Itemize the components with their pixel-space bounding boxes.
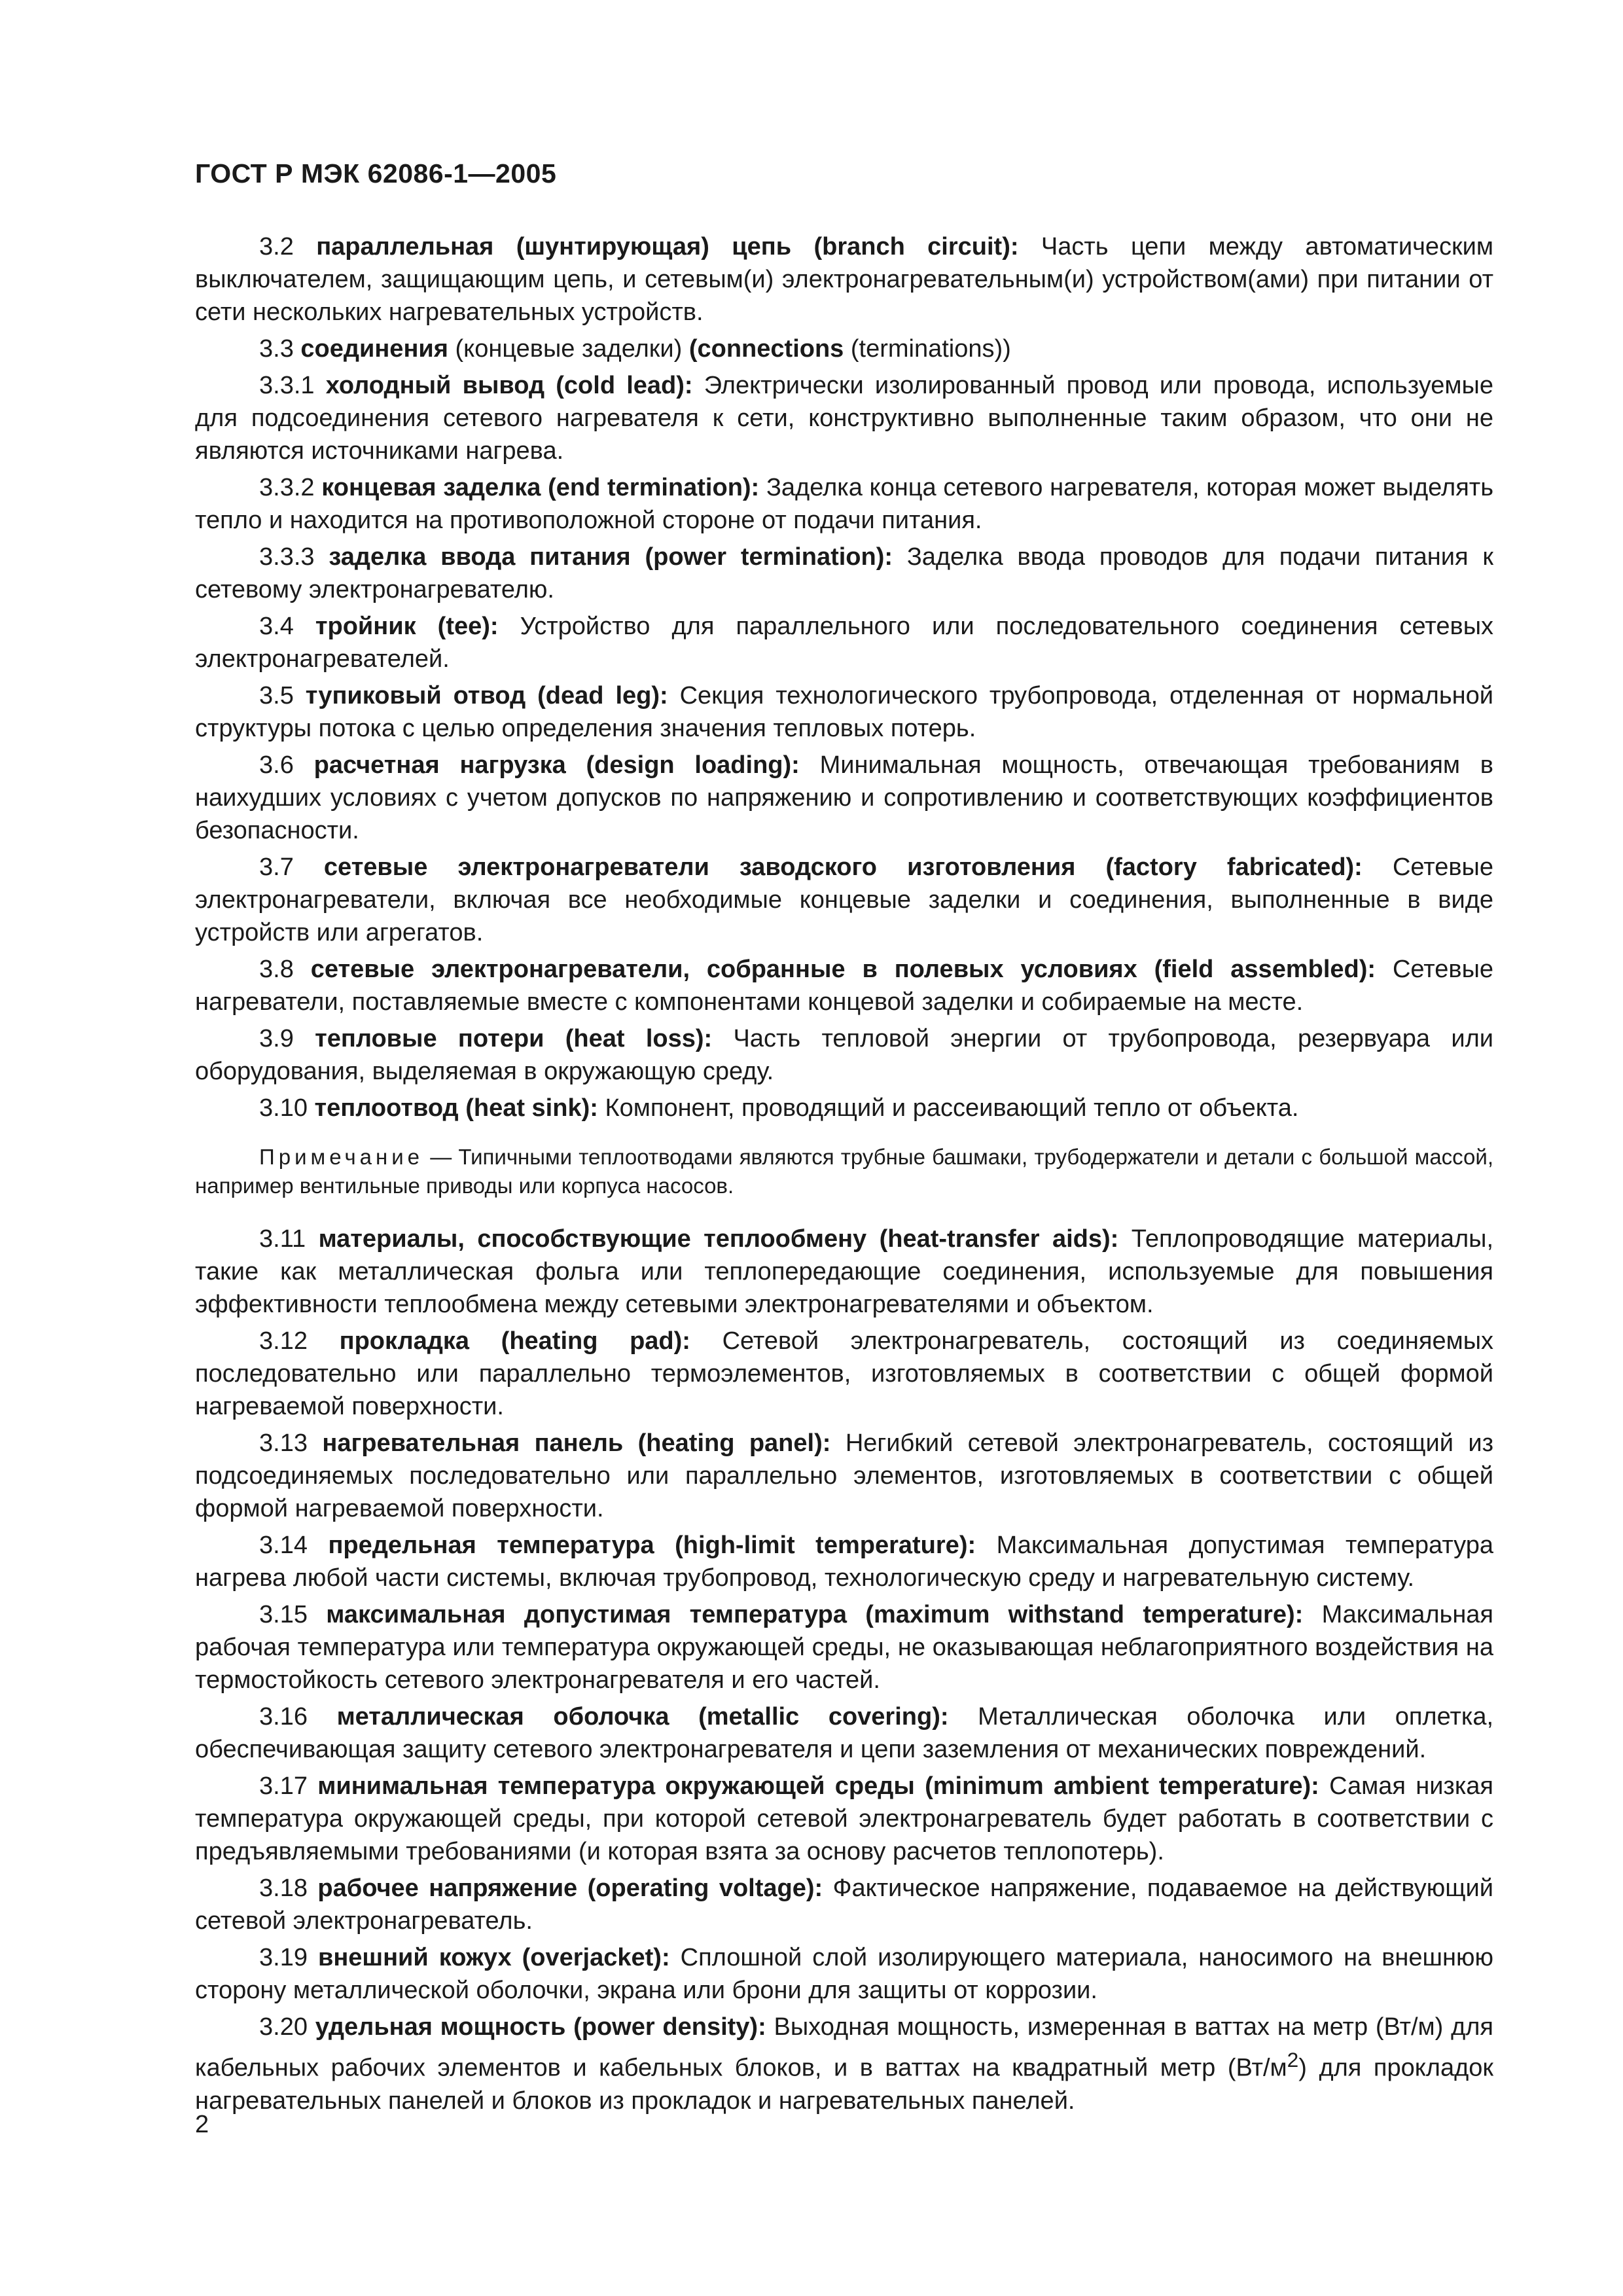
entry-definition-end: для прокладок нагревательных панелей и блоков из прокладок и нагревательных панелей.: [195, 2054, 1494, 2115]
entry-term: металлическая оболочка (metallic covering):: [336, 1703, 949, 1731]
entry-number: 3.5: [259, 682, 294, 709]
entry-definition: Электрически изолированный провод или провода, используемые для подсоединения сетевого нагревателя к сети, конструктивно выполненные таким образом, что они не являются источниками нагрева.: [195, 372, 1494, 465]
term-entry-3-15: [195, 1598, 1493, 1696]
entry-definition: Часть тепловой энергии от трубопровода, резервуара или оборудования, выделяемая в окружающую среду.: [195, 1025, 1493, 1085]
entry-number: 3.18: [259, 1874, 308, 1902]
entry-number: 3.12: [259, 1327, 308, 1355]
term-entry-3-2: [195, 230, 1493, 329]
entry-definition: Часть цепи между автоматическим выключателем, защищающим цепь, и сетевым(и) электронагревательным(и) устройством(ами) при питании от сети нескольких нагревательных устройств.: [195, 233, 1493, 326]
term-entry-3-14: [195, 1529, 1493, 1594]
entry-number: 3.19: [259, 1944, 308, 1971]
entry-definition: (концевые заделки): [455, 335, 683, 363]
entry-definition: Фактическое напряжение, подаваемое на действующий сетевой электронагреватель.: [195, 1874, 1493, 1935]
entry-unit: (Вт/м: [1227, 2054, 1287, 2082]
entry-definition: Сплошной слой изолирующего материала, наносимого на внешнюю сторону металлической оболочки, экрана или брони для защиты от коррозии.: [195, 1944, 1494, 2004]
unit-close: ): [1298, 2054, 1307, 2082]
term-entry-3-16: [195, 1700, 1493, 1766]
entry-term: максимальная допустимая температура (maximum withstand temperature):: [326, 1601, 1304, 1628]
entry-number: 3.15: [259, 1601, 308, 1628]
entry-term: заделка ввода питания (power termination):: [329, 543, 893, 571]
entry-term: предельная температура (high-limit temperature):: [328, 1532, 976, 1559]
term-entry-3-6: [195, 749, 1493, 847]
entry-number: 3.20: [259, 2013, 308, 2041]
entry-term: концевая заделка (end termination):: [321, 474, 760, 501]
entry-term-en: (connections: [688, 335, 844, 363]
entry-number: 3.4: [259, 613, 294, 640]
term-entry-3-17: [195, 1770, 1493, 1868]
term-entry-3-3-2: [195, 471, 1493, 537]
term-entry-3-3-1: [195, 369, 1493, 467]
term-entry-3-12: [195, 1325, 1493, 1423]
entry-term: сетевые электронагреватели заводского изготовления (factory fabricated):: [323, 853, 1363, 881]
term-entry-3-7: [195, 851, 1493, 949]
entry-definition: Сетевые электронагреватели, включая все необходимые концевые заделки и соединения, выполненные в виде устройств или агрегатов.: [195, 853, 1493, 946]
note-block: [195, 1143, 1493, 1200]
entry-number: 3.2: [259, 233, 294, 260]
entry-definition: Сетевой электронагреватель, состоящий из соединяемых последовательно или параллельно термоэлементов, изготовляемых в соответствии с общей формой нагреваемой поверхности.: [195, 1327, 1494, 1420]
entry-term: расчетная нагрузка (design loading):: [313, 751, 800, 779]
term-entry-3-10: [195, 1092, 1493, 1124]
document-body: [195, 230, 1493, 2121]
entry-definition: Металлическая оболочка или оплетка, обеспечивающая защиту сетевого электронагревателя и цепи заземления от механических повреждений.: [195, 1703, 1494, 1763]
entry-number: 3.14: [259, 1532, 308, 1559]
term-entry-3-8: [195, 953, 1493, 1018]
term-entry-3-18: [195, 1872, 1493, 1937]
entry-number: 3.17: [259, 1772, 308, 1800]
entry-number: 3.10: [259, 1094, 308, 1122]
note-text: — Типичными теплоотводами являются трубные башмаки, трубодержатели и детали с большой массой, например вентильные приводы или корпуса насосов.: [195, 1145, 1494, 1198]
term-entry-3-13: [195, 1427, 1493, 1525]
entry-definition: Негибкий сетевой электронагреватель, состоящий из подсоединяемых последовательно или параллельно элементов, изготовляемых в соответствии с общей формой нагреваемой поверхности.: [195, 1429, 1493, 1522]
term-entry-3-20: [195, 2011, 1493, 2117]
entry-term: сетевые электронагреватели, собранные в полевых условиях (field assembled):: [310, 956, 1376, 983]
page-number: 2: [195, 2111, 209, 2138]
entry-term: внешний кожух (overjacket):: [317, 1944, 670, 1971]
term-entry-3-9: [195, 1022, 1493, 1088]
entry-term: теплоотвод (heat sink):: [314, 1094, 598, 1122]
entry-definition: Выходная мощность, измеренная в ваттах на метр (Вт/м) для кабельных рабочих элементов и кабельных блоков, и в ваттах на квадратный метр: [195, 2013, 1494, 2082]
term-entry-3-4: [195, 610, 1493, 675]
entry-term: соединения: [300, 335, 448, 363]
entry-definition: Минимальная мощность, отвечающая требованиям в наихудших условиях с учетом допусков по напряжению и сопротивлению и соответствующих коэффициентов безопасности.: [195, 751, 1493, 844]
entry-definition: Компонент, проводящий и рассеивающий тепло от объекта.: [605, 1094, 1299, 1122]
entry-number: 3.13: [259, 1429, 308, 1457]
entry-number: 3.3.3: [259, 543, 315, 571]
entry-definition: Заделка ввода проводов для подачи питания к сетевому электронагревателю.: [195, 543, 1494, 603]
entry-term: тепловые потери (heat loss):: [315, 1025, 713, 1052]
entry-term: холодный вывод (cold lead):: [325, 372, 693, 399]
note-label: Примечание: [259, 1145, 424, 1169]
entry-number: 3.8: [259, 956, 294, 983]
entry-term: рабочее напряжение (operating voltage):: [317, 1874, 823, 1902]
entry-number: 3.7: [259, 853, 294, 881]
entry-number: 3.6: [259, 751, 294, 779]
entry-definition: Устройство для параллельного или последовательного соединения сетевых электронагревателей.: [195, 613, 1494, 673]
entry-number: 3.3: [259, 335, 294, 363]
entry-definition: Заделка конца сетевого нагревателя, которая может выделять тепло и находится на противоположной стороне от подачи питания.: [195, 474, 1493, 534]
entry-term: параллельная (шунтирующая) цепь (branch circuit):: [316, 233, 1019, 260]
entry-term: материалы, способствующие теплообмену (heat-transfer aids):: [318, 1225, 1119, 1253]
entry-definition: Максимальная рабочая температура или температура окружающей среды, не оказывающая неблагоприятного воздействия на термостойкость сетевого электронагревателя и его частей.: [195, 1601, 1494, 1694]
entry-number: 3.16: [259, 1703, 308, 1731]
entry-definition: Самая низкая температура окружающей среды, при которой сетевой электронагреватель будет работать в соответствии с предъявляемыми требованиями (и которая взята за основу расчетов теплопотерь).: [195, 1772, 1494, 1865]
entry-term: минимальная температура окружающей среды (minimum ambient temperature):: [317, 1772, 1319, 1800]
entry-number: 3.3.1: [259, 372, 315, 399]
unit-superscript: 2: [1287, 2048, 1299, 2072]
entry-number: 3.3.2: [259, 474, 315, 501]
document-header: ГОСТ Р МЭК 62086-1—2005: [195, 158, 557, 188]
entry-term: нагревательная панель (heating panel):: [322, 1429, 831, 1457]
term-entry-3-3: [195, 332, 1493, 365]
entry-definition-en: (terminations)): [850, 335, 1011, 363]
entry-definition: Сетевые нагреватели, поставляемые вместе с компонентами концевой заделки и собираемые на месте.: [195, 956, 1494, 1016]
entry-number: 3.9: [259, 1025, 294, 1052]
term-entry-3-19: [195, 1941, 1493, 2007]
entry-term: прокладка (heating pad):: [339, 1327, 690, 1355]
term-entry-3-3-3: [195, 541, 1493, 606]
term-entry-3-11: [195, 1223, 1493, 1321]
entry-definition: Теплопроводящие материалы, такие как металлическая фольга или теплопередающие соединения, используемые для повышения эффективности теплообмена между сетевыми электронагревателями и объектом.: [195, 1225, 1494, 1318]
term-entry-3-5: [195, 679, 1493, 745]
entry-definition: Секция технологического трубопровода, отделенная от нормальной структуры потока с целью определения значения тепловых потерь.: [195, 682, 1493, 742]
entry-definition: Максимальная допустимая температура нагрева любой части системы, включая трубопровод, технологическую среду и нагревательную систему.: [195, 1532, 1493, 1592]
entry-term: тройник (tee):: [315, 613, 499, 640]
entry-term: удельная мощность (power density):: [315, 2013, 766, 2041]
entry-term: тупиковый отвод (dead leg):: [305, 682, 668, 709]
entry-number: 3.11: [259, 1225, 306, 1253]
